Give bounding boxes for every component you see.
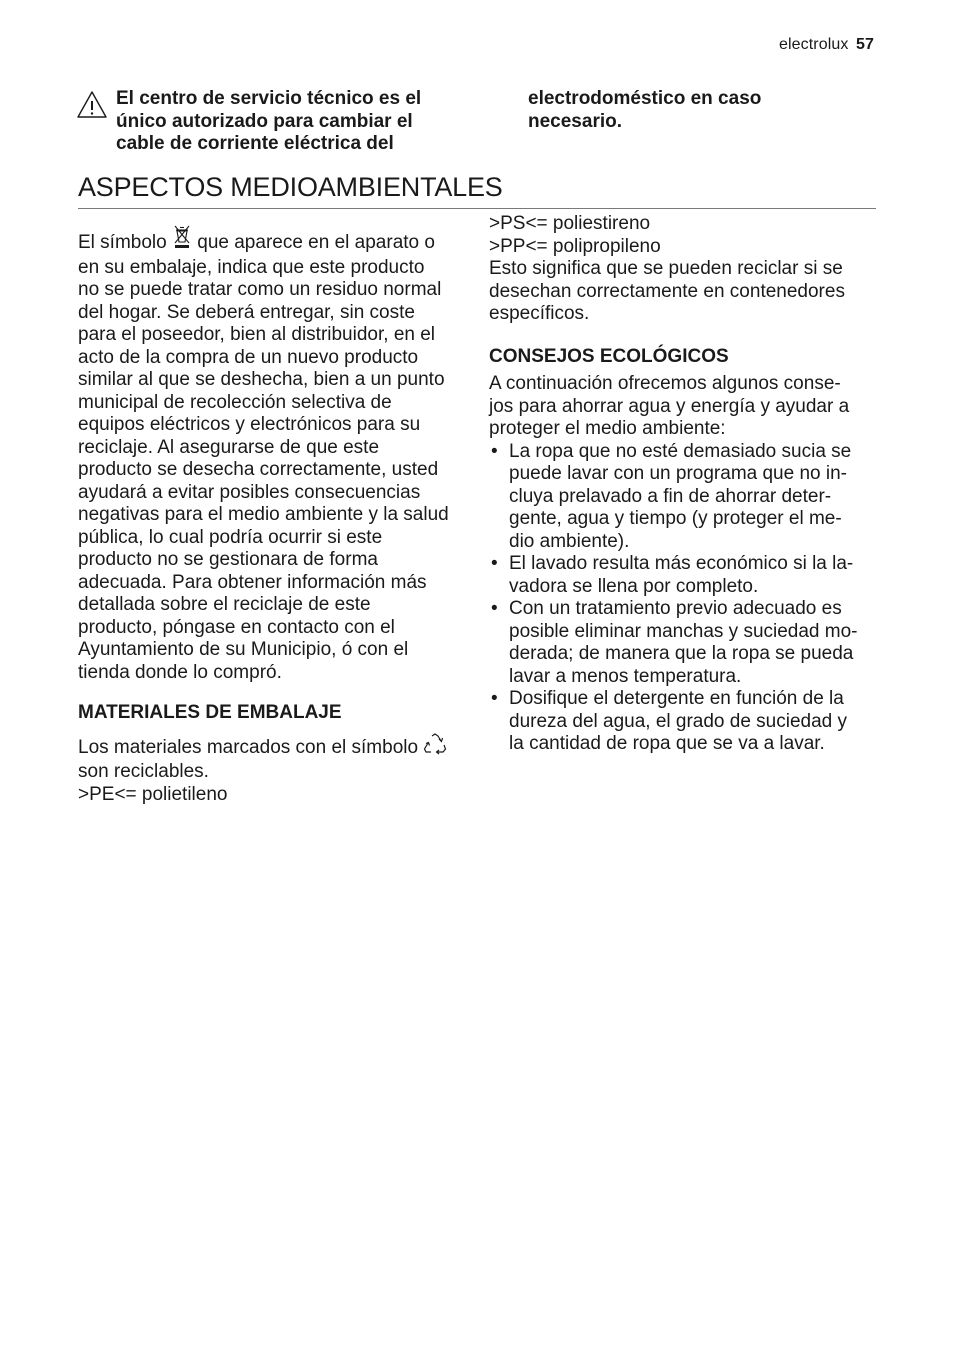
page-number: 57: [856, 36, 874, 53]
warning-line: electrodoméstico en caso: [528, 88, 762, 109]
intro-line: en su embalaje, indica que este producto: [78, 256, 425, 278]
bullet-line: posible eliminar manchas y suciedad mo-: [509, 620, 858, 642]
packaging-line: >PE<= polietileno: [78, 783, 228, 805]
intro-line: producto no se gestionara de forma: [78, 549, 378, 570]
crossed-out-bin-icon: [172, 224, 192, 257]
intro-line: ayudará a evitar posibles consecuencias: [78, 481, 421, 503]
bullet-line: puede lavar con un programa que no in-: [509, 463, 848, 484]
warning-line: necesario.: [528, 110, 622, 132]
eco-intro-line: proteger el medio ambiente:: [489, 418, 726, 439]
intro-line: que aparece en el aparato o: [197, 232, 435, 253]
material-line: específicos.: [489, 303, 590, 324]
list-item: [489, 598, 879, 688]
packaging-first-line: [78, 733, 468, 762]
bullet-icon: •: [491, 598, 498, 619]
intro-line: tienda donde lo compró.: [78, 661, 282, 683]
material-line: desechan correctamente en contenedores: [489, 280, 845, 302]
bullet-line: La ropa que no esté demasiado sucia se: [509, 440, 852, 462]
bullet-line: derada; de manera que la ropa se pueda: [509, 643, 854, 664]
intro-line: negativas para el medio ambiente y la salud: [78, 504, 449, 525]
intro-line: reciclaje. Al asegurarse de que este: [78, 436, 380, 458]
packaging-text: Los materiales marcados con el símbolo: [78, 736, 419, 758]
brand-name: electrolux: [778, 36, 849, 53]
warning-line: El centro de servicio técnico es el: [116, 88, 422, 109]
bullet-icon: •: [491, 440, 498, 462]
bullet-line: gente, agua y tiempo (y proteger el me-: [509, 508, 842, 529]
intro-line: equipos eléctricos y electrónicos para su: [78, 414, 421, 435]
intro-line: para el poseedor, bien al distribuidor, en el: [78, 324, 436, 345]
list-item: [489, 553, 879, 598]
list-item: [489, 441, 879, 554]
bullet-line: dureza del agua, el grado de suciedad y: [509, 710, 848, 732]
right-column: [489, 213, 879, 756]
bullet-line: cluya prelavado a fin de ahorrar deter-: [509, 485, 832, 507]
intro-prefix: El símbolo: [78, 232, 167, 253]
intro-line: del hogar. Se deberá entregar, sin coste: [78, 301, 415, 323]
intro-line: municipal de recolección selectiva de: [78, 391, 392, 413]
bullet-icon: •: [491, 688, 498, 709]
eco-tips-list: [489, 441, 879, 756]
warning-text-col2: [528, 88, 868, 133]
section-title: ASPECTOS MEDIOAMBIENTALES: [78, 172, 876, 209]
page-header: [779, 36, 874, 54]
warning-triangle-icon: [76, 90, 108, 120]
bullet-line: lavar a menos temperatura.: [509, 665, 742, 687]
intro-line: producto, póngase en contacto con el: [78, 616, 395, 638]
list-item: [489, 688, 879, 756]
left-column: [78, 224, 468, 806]
bullet-icon: •: [491, 553, 498, 574]
intro-line: Ayuntamiento de su Municipio, ó con el: [78, 639, 409, 660]
packaging-heading: MATERIALES DE EMBALAJE: [78, 702, 342, 723]
eco-intro-line: A continuación ofrecemos algunos conse-: [489, 373, 841, 394]
bullet-line: vadora se llena por completo.: [509, 575, 759, 597]
intro-line: similar al que se deshecha, bien a un punto: [78, 369, 445, 390]
bullet-line: dio ambiente).: [509, 530, 630, 552]
warning-line: único autorizado para cambiar el: [116, 110, 413, 132]
recycle-icon: [423, 733, 447, 762]
eco-heading: CONSEJOS ECOLÓGICOS: [489, 345, 729, 367]
warning-text-col1: [116, 88, 466, 156]
intro-line: acto de la compra de un nuevo producto: [78, 346, 419, 368]
material-line: >PS<= poliestireno: [489, 213, 651, 234]
material-line: >PP<= polipropileno: [489, 235, 661, 257]
intro-line: producto se desecha correctamente, usted: [78, 459, 439, 480]
warning-line: cable de corriente eléctrica del: [116, 133, 394, 154]
eco-intro-line: jos para ahorrar agua y energía y ayudar a: [489, 395, 850, 417]
intro-line: pública, lo cual podría ocurrir si este: [78, 526, 383, 548]
bullet-line: la cantidad de ropa que se va a lavar.: [509, 733, 825, 754]
bullet-line: Dosifique el detergente en función de la: [509, 688, 844, 709]
intro-line: adecuada. Para obtener información más: [78, 571, 427, 593]
intro-line: detallada sobre el reciclaje de este: [78, 594, 371, 615]
intro-first-line: [78, 224, 468, 257]
packaging-line: son reciclables.: [78, 761, 209, 782]
bullet-line: El lavado resulta más económico si la la-: [509, 553, 854, 574]
material-line: Esto significa que se pueden reciclar si se: [489, 258, 843, 279]
intro-line: no se puede tratar como un residuo normal: [78, 279, 442, 300]
bullet-line: Con un tratamiento previo adecuado es: [509, 598, 842, 619]
